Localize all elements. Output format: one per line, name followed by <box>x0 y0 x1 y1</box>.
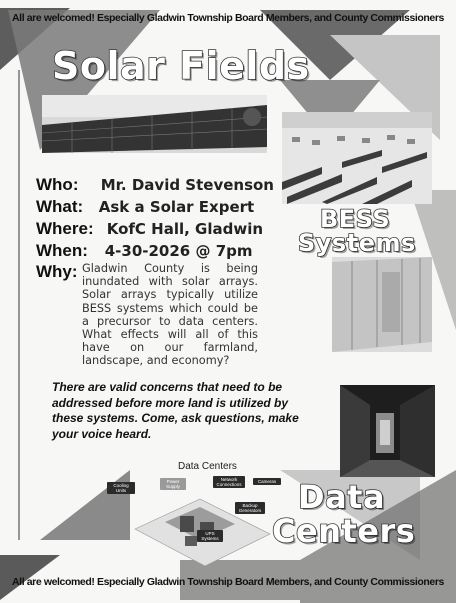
where-label: Where: <box>36 219 94 238</box>
solar-fields-title: Solar Fields <box>52 44 310 88</box>
aerial-solar-illustration <box>282 112 432 204</box>
data-title-line2: Centers <box>272 512 416 550</box>
who-value: Mr. David Stevenson <box>100 176 274 194</box>
label-power-supply: Power Supply <box>160 478 186 490</box>
when-label: When: <box>36 241 88 260</box>
data-center-photo <box>340 385 435 477</box>
server-corridor-illustration <box>340 385 435 477</box>
top-banner: All are welcomed! Especially Gladwin Township Board Members, and County Commissioners <box>12 12 444 24</box>
bess-title-line1: BESS <box>320 205 391 233</box>
bess-container-illustration <box>332 257 432 352</box>
why-label: Why: <box>36 262 78 281</box>
label-ups-systems: UPS Systems <box>197 530 223 542</box>
what-row <box>36 197 254 217</box>
label-network-connections: Network Connections <box>213 476 245 488</box>
where-row <box>36 219 263 239</box>
label-cameras: Cameras <box>253 478 281 485</box>
data-center-diagram <box>105 474 285 569</box>
solar-aerial-photo <box>282 112 432 204</box>
what-value: Ask a Solar Expert <box>98 198 255 216</box>
bottom-banner: All are welcomed! Especially Gladwin Township Board Members, and County Commissioners <box>12 576 444 588</box>
diagram-title: Data Centers <box>178 461 237 472</box>
where-value: KofC Hall, Gladwin <box>106 220 264 238</box>
solar-panels-illustration <box>42 95 267 153</box>
who-row <box>36 175 274 195</box>
who-label: Who: <box>36 175 79 194</box>
when-row <box>36 241 253 261</box>
why-paragraph: Gladwin County is being inundated with solar arrays. Solar arrays typically utilize BESS systems which could be a precursor to data centers. What effects will all of this have on our farmland, landscape, and economy? <box>82 262 258 368</box>
bess-title-line2: Systems <box>298 229 416 257</box>
data-title-line1: Data <box>298 478 386 516</box>
concern-paragraph: There are valid concerns that need to be addressed before more land is utilized by these systems. Come, ask questions, make your voice heard. <box>52 380 299 441</box>
label-backup-generators: Backup Generators <box>235 502 265 514</box>
solar-field-photo <box>42 95 267 153</box>
bess-container-photo <box>332 257 432 352</box>
what-label: What: <box>36 197 84 216</box>
label-cooling-units: Cooling Units <box>107 482 135 494</box>
when-value: 4-30-2026 @ 7pm <box>104 242 253 260</box>
